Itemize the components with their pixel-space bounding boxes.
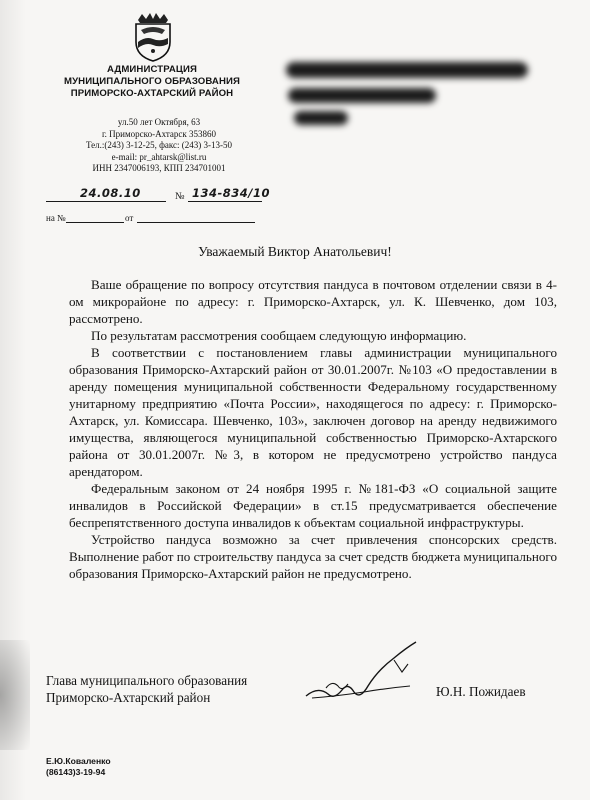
body-paragraph: Ваше обращение по вопросу отсутствия пандуса в почтовом отделении связи в 4-ом микрорайоне по адресу: г. Приморско-Ахтарск, ул. К. Шевченко, дом 103, рассмотрено. xyxy=(69,277,557,326)
org-line: МУНИЦИПАЛЬНОГО ОБРАЗОВАНИЯ xyxy=(64,76,240,87)
incoming-number-label: на № xyxy=(46,213,66,223)
signatory-name: Ю.Н. Пожидаев xyxy=(436,684,526,699)
greeting: Уважаемый Виктор Анатольевич! xyxy=(198,244,392,259)
signatory-title xyxy=(46,672,247,706)
address-line: ул.50 лет Октября, 63 xyxy=(117,117,201,127)
address-line: Тел.:(243) 3-12-25, факс: (243) 3-13-50 xyxy=(85,140,233,150)
incoming-from-label: от xyxy=(125,213,134,223)
executor-name: Е.Ю.Коваленко xyxy=(46,756,111,766)
coat-of-arms-icon xyxy=(124,12,182,62)
body-paragraph: По результатам рассмотрения сообщаем следующую информацию. xyxy=(91,328,467,343)
scan-smudge xyxy=(0,640,30,750)
number-label: № xyxy=(175,191,185,202)
signatory-title-line: Приморско-Ахтарский район xyxy=(46,690,211,705)
address-line: ИНН 2347006193, КПП 234701001 xyxy=(92,163,226,173)
incoming-date-underline xyxy=(137,222,255,223)
number-underline xyxy=(188,201,262,202)
executor-phone: (86143)3-19-94 xyxy=(46,766,106,777)
letter-date: 24.08.10 xyxy=(80,186,141,200)
address-line: г. Приморско-Ахтарск 353860 xyxy=(101,128,217,139)
address-line: e-mail: pr_ahtarsk@list.ru xyxy=(111,151,207,162)
org-line: АДМИНИСТРАЦИЯ xyxy=(107,64,197,75)
redacted-recipient-line xyxy=(294,111,348,125)
redacted-recipient-line xyxy=(286,62,528,78)
incoming-number-underline xyxy=(66,222,124,223)
executor-info xyxy=(46,756,111,777)
organization-name xyxy=(44,64,260,100)
organization-address xyxy=(64,117,254,175)
date-underline xyxy=(46,201,166,202)
letter-number: 134-834/10 xyxy=(192,186,270,200)
body-paragraph: Федеральным законом от 24 ноября 1995 г. №181-ФЗ «О социальной защите инвалидов в Российской Федерации» в ст.15 предусматривается обеспечение беспрепятственного доступа инвалидов к объектам социальной инфраструктуры. xyxy=(69,481,557,530)
org-line: ПРИМОРСКО-АХТАРСКИЙ РАЙОН xyxy=(70,88,234,99)
body-paragraph: Устройство пандуса возможно за счет привлечения спонсорских средств. Выполнение работ по строительству пандуса за счет средств бюджета муниципального образования Приморско-Ахтарский район не предусмотрено. xyxy=(69,532,557,581)
letter-body xyxy=(69,276,557,582)
body-paragraph: В соответствии с постановлением главы администрации муниципального образования Приморско-Ахтарский район от 30.01.2007г. №103 «О предоставлении в аренду помещения муниципальной собственности Федеральному государственному унитарному предприятию «Почта России», находящегося по адресу: г. Приморско-Ахтарск, ул. Комиссара. Шевченко, 103», заключен договор на аренду недвижимого имущества, являющегося муниципальной собственностью Приморско-Ахтарского района от 30.01.2007г. №3, в котором не предусмотрено устройство пандуса арендатором. xyxy=(69,345,557,479)
signatory-title-line: Глава муниципального образования xyxy=(46,673,248,688)
handwritten-signature xyxy=(298,636,430,710)
redacted-recipient-line xyxy=(288,88,436,103)
